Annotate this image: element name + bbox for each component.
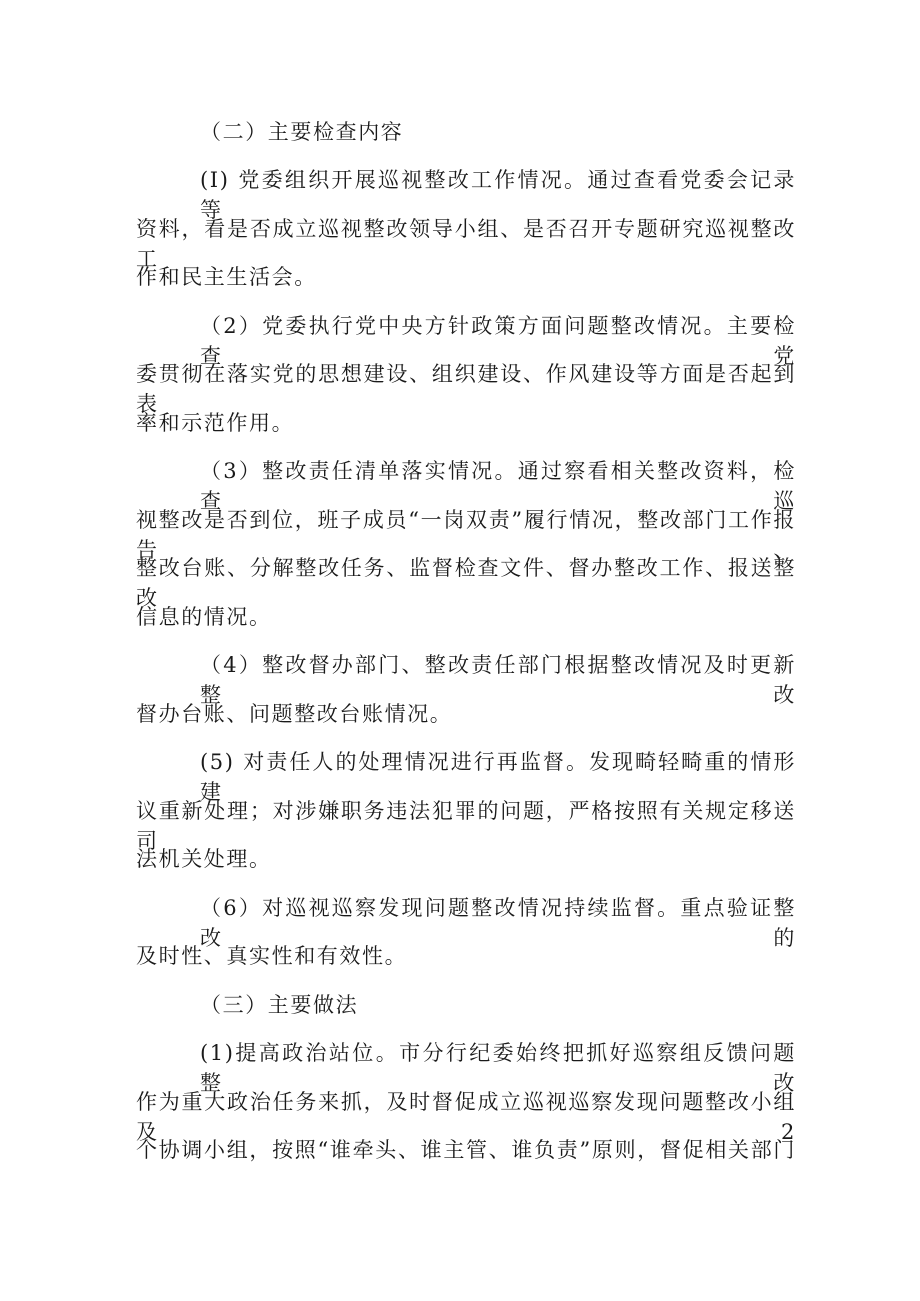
item-5-line-1: (5) 对责任人的处理情况进行再监督。发现畸轻畸重的情形建 bbox=[200, 750, 796, 804]
practice-1-line-2: 作为重大政治任务来抓，及时督促成立巡视巡察发现问题整改小组及2 bbox=[136, 1090, 796, 1144]
item-1-line-2: 资料，看是否成立巡视整改领导小组、是否召开专题研究巡视整改工 bbox=[136, 217, 796, 271]
item-2-line-3: 率和示范作用。 bbox=[136, 411, 295, 435]
item-3-line-4: 信息的情况。 bbox=[136, 605, 272, 629]
item-5-line-3: 法机关处理。 bbox=[136, 847, 272, 871]
practice-1-line-1: (1)提高政治站位。市分行纪委始终把抓好巡察组反馈问题整改 bbox=[200, 1041, 796, 1095]
item-3-line-3: 整改台账、分解整改任务、监督检查文件、督办整改工作、报送整改 bbox=[136, 556, 796, 610]
item-3-line-2: 视整改是否到位，班子成员“一岗双责”履行情况，整改部门工作报告、 bbox=[136, 508, 796, 562]
item-2-line-1: （2）党委执行党中央方针政策方面问题整改情况。主要检查党 bbox=[200, 314, 796, 368]
item-6-line-1: （6）对巡视巡察发现问题整改情况持续监督。重点验证整改的 bbox=[200, 896, 796, 950]
item-2-line-2: 委贯彻在落实党的思想建设、组织建设、作风建设等方面是否起到表 bbox=[136, 362, 796, 416]
item-3-line-1: （3）整改责任清单落实情况。通过察看相关整改资料，检查巡 bbox=[200, 459, 796, 513]
item-4-line-1: （4）整改督办部门、整改责任部门根据整改情况及时更新整改 bbox=[200, 653, 796, 707]
item-5-line-2: 议重新处理；对涉嫌职务违法犯罪的问题，严格按照有关规定移送司 bbox=[136, 799, 796, 853]
item-4-line-2: 督办台账、问题整改台账情况。 bbox=[136, 702, 453, 726]
item-1-line-3: 作和民主生活会。 bbox=[136, 265, 317, 289]
item-6-line-2: 及时性、真实性和有效性。 bbox=[136, 944, 408, 968]
section-heading-inspection-content: （二）主要检查内容 bbox=[200, 120, 404, 144]
item-1-line-1: (I) 党委组织开展巡视整改工作情况。通过查看党委会记录等 bbox=[200, 168, 796, 222]
section-heading-main-practices: （三）主要做法 bbox=[200, 993, 359, 1017]
practice-1-line-3: 个协调小组，按照“谁牵头、谁主管、谁负责”原则，督促相关部门 bbox=[136, 1138, 796, 1162]
